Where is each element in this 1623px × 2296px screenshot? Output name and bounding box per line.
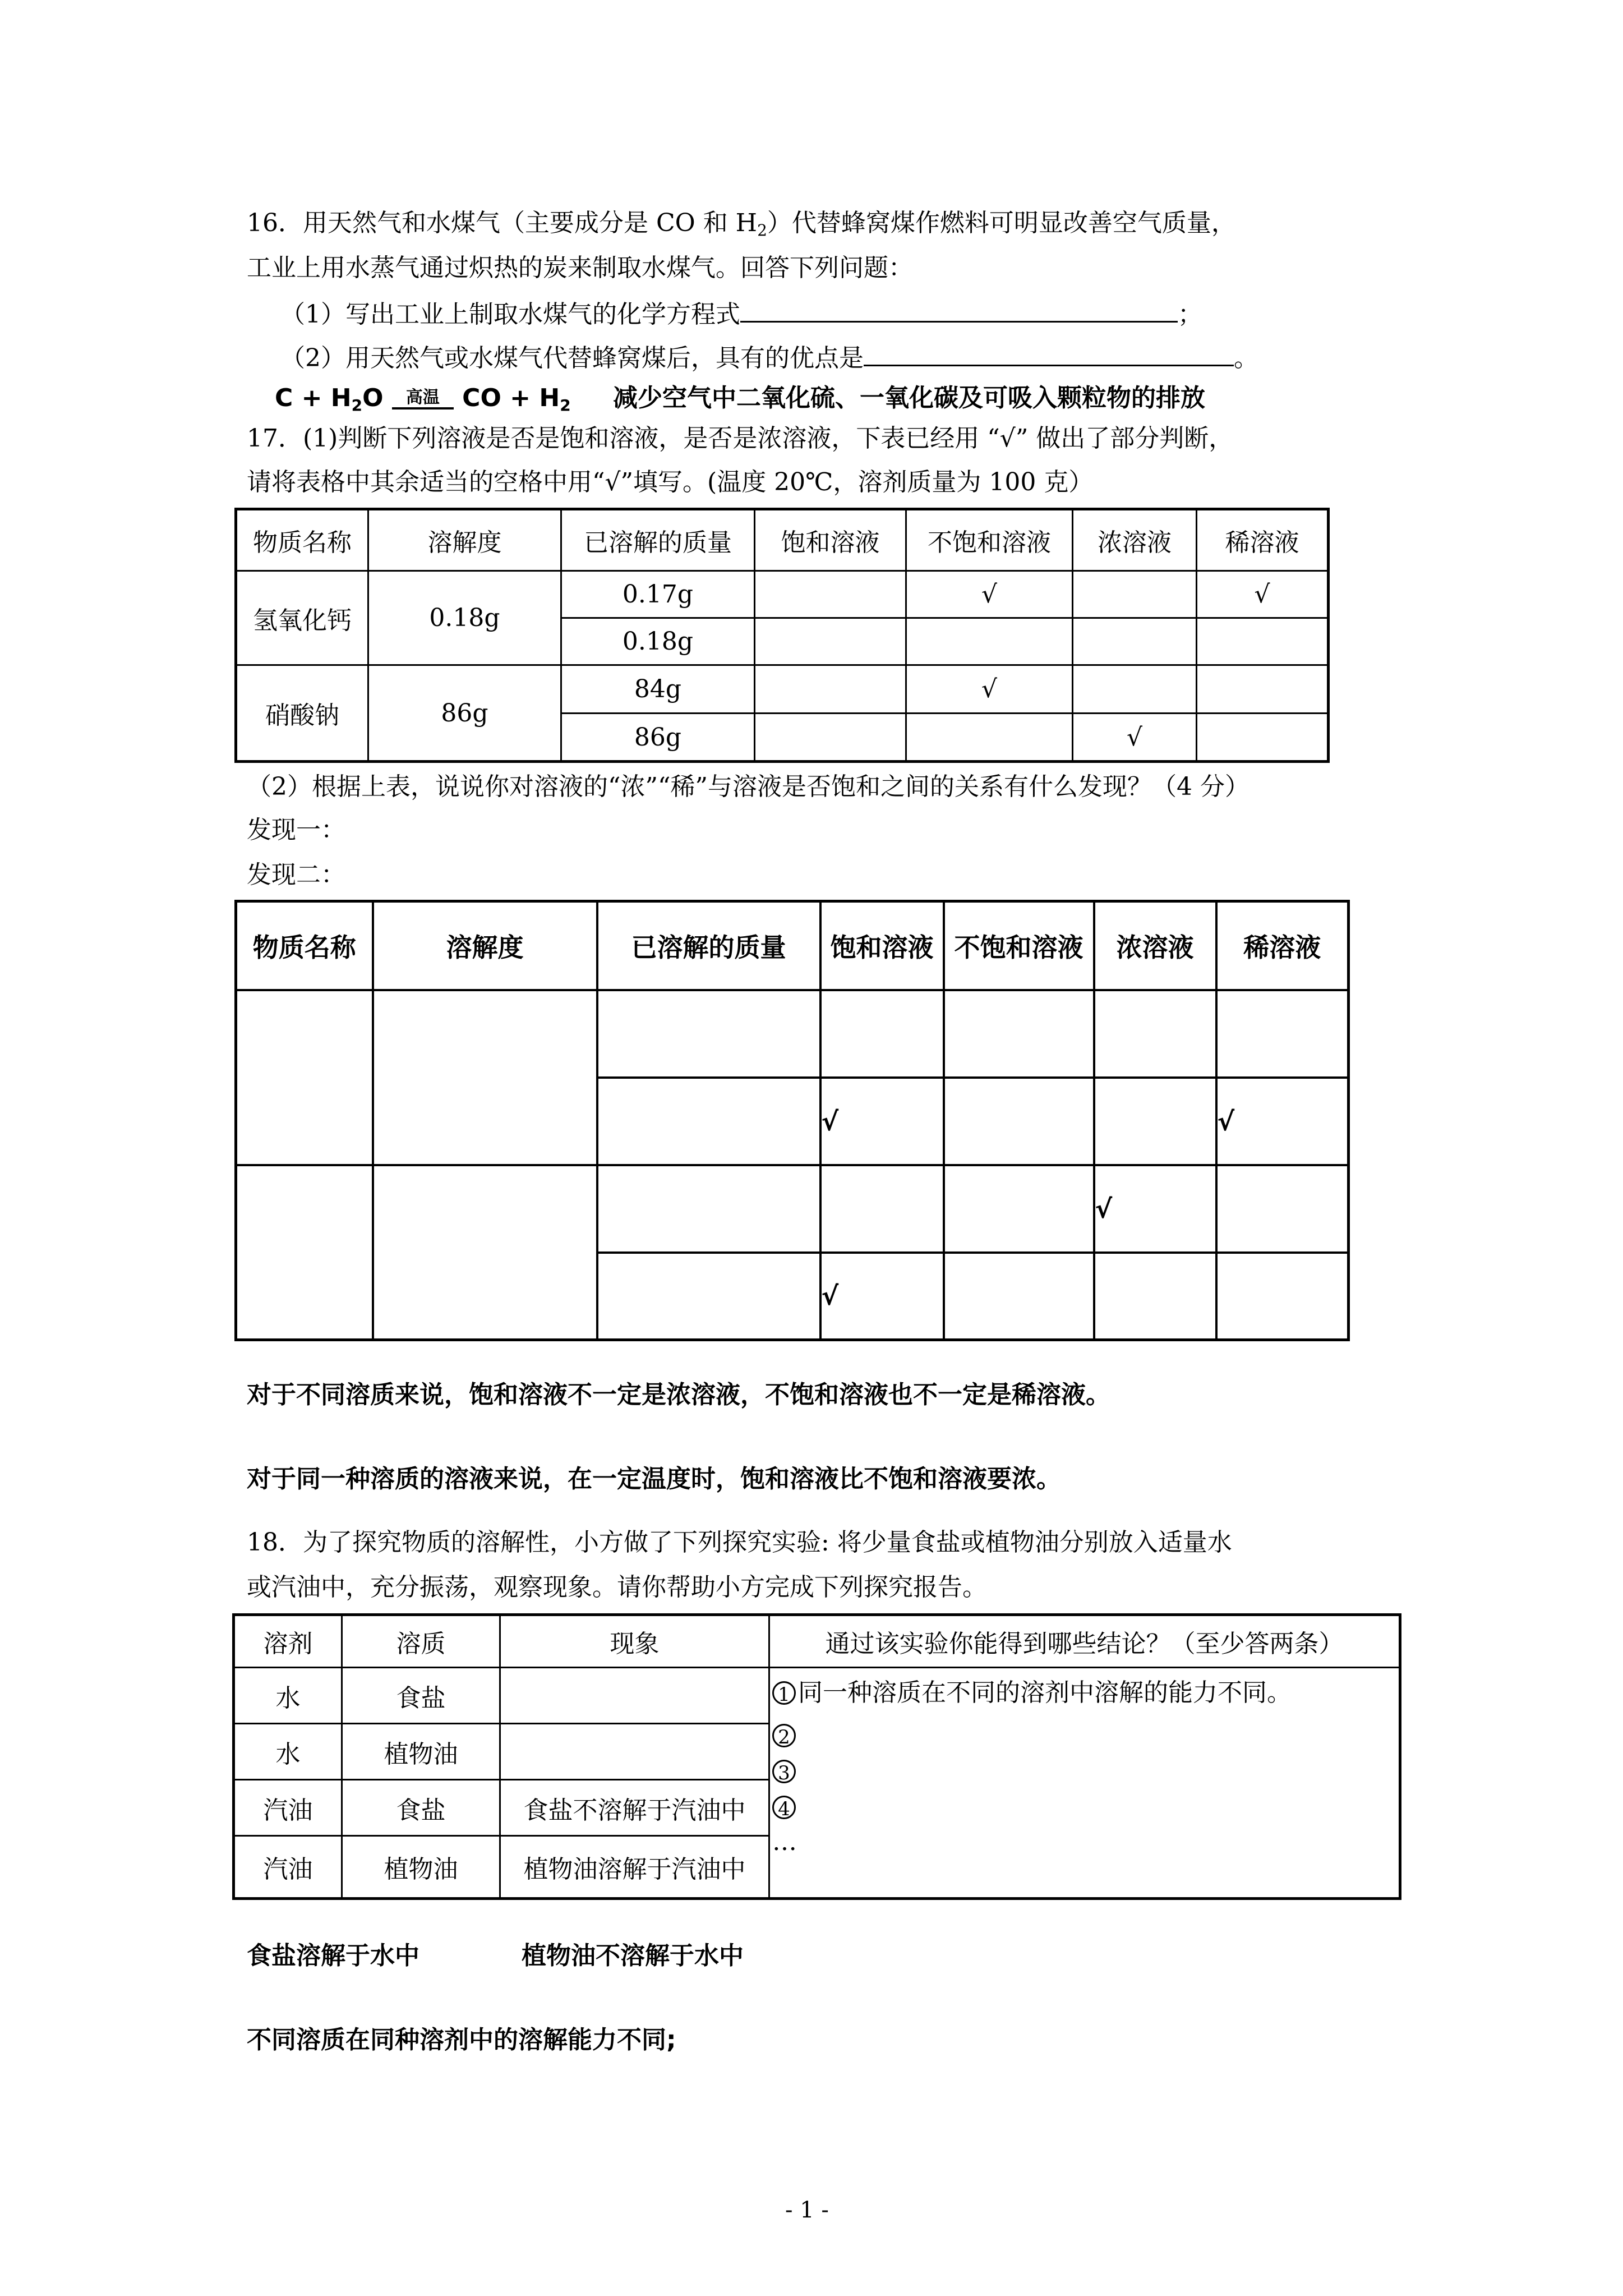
answer-blank[interactable] bbox=[740, 296, 1178, 323]
header-cell: 稀溶液 bbox=[1216, 901, 1349, 990]
q16-line2: 工业上用水蒸气通过炽热的炭来制取水煤气。回答下列问题： bbox=[247, 254, 913, 282]
dissolved-mass: 84g bbox=[561, 665, 755, 714]
header-cell: 浓溶液 bbox=[1073, 509, 1197, 571]
concentrated-cell[interactable]: √ bbox=[1073, 714, 1197, 762]
header-cell: 溶解度 bbox=[368, 509, 561, 571]
header-cell: 饱和溶液 bbox=[820, 901, 944, 990]
header-cell: 物质名称 bbox=[236, 901, 373, 990]
answer-blank[interactable] bbox=[864, 340, 1234, 366]
dissolved-mass[interactable] bbox=[597, 990, 820, 1078]
solubility-value: 86g bbox=[368, 665, 561, 762]
unsaturated-cell[interactable] bbox=[944, 990, 1094, 1078]
header-cell: 已溶解的质量 bbox=[561, 509, 755, 571]
solubility-value[interactable] bbox=[373, 1165, 597, 1340]
dissolved-mass: 0.18g bbox=[561, 618, 755, 665]
unsaturated-cell[interactable] bbox=[944, 1253, 1094, 1340]
substance-name[interactable] bbox=[236, 990, 373, 1165]
q16-part1: （1）写出工业上制取水煤气的化学方程式 ； bbox=[280, 296, 1202, 332]
finding-one-label: 发现一： bbox=[247, 816, 345, 844]
answer-salt-water: 食盐溶解于水中 bbox=[247, 1941, 419, 1970]
header-cell: 通过该实验你能得到哪些结论？（至少答两条） bbox=[769, 1615, 1400, 1668]
unsaturated-cell[interactable] bbox=[944, 1078, 1094, 1165]
conclusion-item[interactable]: 1 同一种溶质在不同的溶剂中溶解的能力不同。 bbox=[770, 1668, 1399, 1718]
answer-table bbox=[234, 900, 1350, 1341]
table-row bbox=[236, 1165, 1349, 1253]
experiment-report-table bbox=[232, 1613, 1401, 1900]
q17-part2: （2）根据上表，说说你对溶液的“浓”“稀”与溶液是否饱和之间的关系有什么发现？（4 分） bbox=[247, 772, 1249, 801]
equation-right: CO + $H_2$ bbox=[462, 384, 571, 415]
solubility-value: 0.18g bbox=[368, 571, 561, 665]
table-header-row bbox=[236, 509, 1329, 571]
header-cell: 不饱和溶液 bbox=[906, 509, 1073, 571]
dissolved-mass: 0.17g bbox=[561, 571, 755, 618]
dilute-cell[interactable] bbox=[1216, 1165, 1349, 1253]
dissolved-mass[interactable] bbox=[597, 1078, 820, 1165]
header-cell: 不饱和溶液 bbox=[944, 901, 1094, 990]
dilute-cell[interactable] bbox=[1216, 1253, 1349, 1340]
concentrated-cell[interactable] bbox=[1094, 1253, 1216, 1340]
concentrated-cell[interactable] bbox=[1073, 665, 1197, 714]
dilute-cell[interactable] bbox=[1197, 714, 1329, 762]
header-cell: 溶解度 bbox=[373, 901, 597, 990]
dilute-cell[interactable] bbox=[1197, 618, 1329, 665]
table-header-row bbox=[236, 901, 1349, 990]
finding-two-label: 发现二： bbox=[247, 861, 345, 889]
header-cell: 溶剂 bbox=[234, 1615, 342, 1668]
dilute-cell[interactable]: √ bbox=[1197, 571, 1329, 618]
dissolved-mass[interactable] bbox=[597, 1253, 820, 1340]
table-row bbox=[234, 1668, 1400, 1724]
solution-judgement-table bbox=[234, 508, 1330, 763]
q16-part2: （2）用天然气或水煤气代替蜂窝煤后，具有的优点是 。 bbox=[280, 340, 1258, 375]
header-cell: 现象 bbox=[500, 1615, 769, 1668]
saturated-cell[interactable]: √ bbox=[820, 1253, 944, 1340]
concentrated-cell[interactable] bbox=[1073, 571, 1197, 618]
concentrated-cell[interactable] bbox=[1094, 990, 1216, 1078]
substance-name[interactable] bbox=[236, 1165, 373, 1340]
reaction-condition: 高温 bbox=[392, 389, 454, 409]
header-cell: 已溶解的质量 bbox=[597, 901, 820, 990]
dissolved-mass: 86g bbox=[561, 714, 755, 762]
saturated-cell[interactable] bbox=[820, 990, 944, 1078]
header-cell: 稀溶液 bbox=[1197, 509, 1329, 571]
phenomenon-cell[interactable] bbox=[500, 1668, 769, 1724]
q17-line1: 17．(1)判断下列溶液是否是饱和溶液，是否是浓溶液，下表已经用 “√” 做出了部分判断， bbox=[247, 424, 1234, 453]
header-cell: 物质名称 bbox=[236, 509, 368, 571]
unsaturated-cell[interactable]: √ bbox=[906, 571, 1073, 618]
conclusion-item[interactable]: 4 bbox=[770, 1789, 1399, 1825]
q16-line1: 16．用天然气和水煤气（主要成分是 CO 和 $H_2$）代替蜂窝煤作燃料可明显改善空气质量， bbox=[247, 209, 1236, 240]
solute-cell: 食盐 bbox=[342, 1668, 500, 1724]
conclusion-item[interactable]: 2 bbox=[770, 1718, 1399, 1754]
solute-cell: 食盐 bbox=[342, 1780, 500, 1836]
table-row bbox=[236, 990, 1349, 1078]
saturated-cell[interactable] bbox=[820, 1165, 944, 1253]
substance-name: 氢氧化钙 bbox=[236, 571, 368, 665]
header-cell: 浓溶液 bbox=[1094, 901, 1216, 990]
conclusion-ellipsis: … bbox=[772, 1828, 797, 1856]
saturated-cell[interactable]: √ bbox=[820, 1078, 944, 1165]
unsaturated-cell[interactable] bbox=[944, 1165, 1094, 1253]
saturated-cell[interactable] bbox=[755, 618, 906, 665]
solute-cell: 植物油 bbox=[342, 1724, 500, 1780]
solubility-value[interactable] bbox=[373, 990, 597, 1165]
answer-finding-two: 对于同一种溶质的溶液来说，在一定温度时，饱和溶液比不饱和溶液要浓。 bbox=[247, 1465, 1061, 1493]
conclusion-item[interactable]: 3 bbox=[770, 1754, 1399, 1789]
dilute-cell[interactable]: √ bbox=[1216, 1078, 1349, 1165]
phenomenon-cell[interactable] bbox=[500, 1724, 769, 1780]
dissolved-mass[interactable] bbox=[597, 1165, 820, 1253]
concentrated-cell[interactable] bbox=[1094, 1078, 1216, 1165]
saturated-cell[interactable] bbox=[755, 571, 906, 618]
saturated-cell[interactable] bbox=[755, 714, 906, 762]
unsaturated-cell[interactable] bbox=[906, 714, 1073, 762]
phenomenon-cell: 植物油溶解于汽油中 bbox=[500, 1836, 769, 1899]
table-row bbox=[236, 665, 1329, 714]
dilute-cell[interactable] bbox=[1197, 665, 1329, 714]
advantage-answer: 减少空气中二氧化硫、一氧化碳及可吸入颗粒物的排放 bbox=[613, 384, 1206, 412]
q17-line2: 请将表格中其余适当的空格中用“√”填写。(温度 20℃，溶剂质量为 100 克） bbox=[247, 468, 1094, 496]
answer-finding-one: 对于不同溶质来说，饱和溶液不一定是浓溶液，不饱和溶液也不一定是稀溶液。 bbox=[247, 1381, 1110, 1409]
conclusions-cell[interactable] bbox=[769, 1668, 1400, 1899]
table-header-row bbox=[234, 1615, 1400, 1668]
solvent-cell: 水 bbox=[234, 1668, 342, 1724]
substance-name: 硝酸钠 bbox=[236, 665, 368, 762]
q18-line1: 18．为了探究物质的溶解性，小方做了下列探究实验: 将少量食盐或植物油分别放入适量水 bbox=[247, 1528, 1232, 1557]
unsaturated-cell[interactable]: √ bbox=[906, 665, 1073, 714]
q16-answer bbox=[275, 381, 1205, 422]
saturated-cell[interactable] bbox=[755, 665, 906, 714]
answer-conclusion-two: 不同溶质在同种溶剂中的溶解能力不同; bbox=[247, 2026, 676, 2054]
unsaturated-cell[interactable] bbox=[906, 618, 1073, 665]
phenomenon-cell: 食盐不溶解于汽油中 bbox=[500, 1780, 769, 1836]
dilute-cell[interactable] bbox=[1216, 990, 1349, 1078]
solvent-cell: 汽油 bbox=[234, 1836, 342, 1899]
solute-cell: 植物油 bbox=[342, 1836, 500, 1899]
solvent-cell: 汽油 bbox=[234, 1780, 342, 1836]
header-cell: 饱和溶液 bbox=[755, 509, 906, 571]
table-row bbox=[236, 571, 1329, 618]
header-cell: 溶质 bbox=[342, 1615, 500, 1668]
answer-oil-water: 植物油不溶解于水中 bbox=[522, 1941, 744, 1970]
equation-left: $C + H_2O$ bbox=[275, 384, 384, 415]
concentrated-cell[interactable]: √ bbox=[1094, 1165, 1216, 1253]
page-number: - 1 - bbox=[785, 2197, 829, 2223]
q18-line2: 或汽油中，充分振荡，观察现象。请你帮助小方完成下列探究报告。 bbox=[247, 1573, 987, 1602]
concentrated-cell[interactable] bbox=[1073, 618, 1197, 665]
solvent-cell: 水 bbox=[234, 1724, 342, 1780]
